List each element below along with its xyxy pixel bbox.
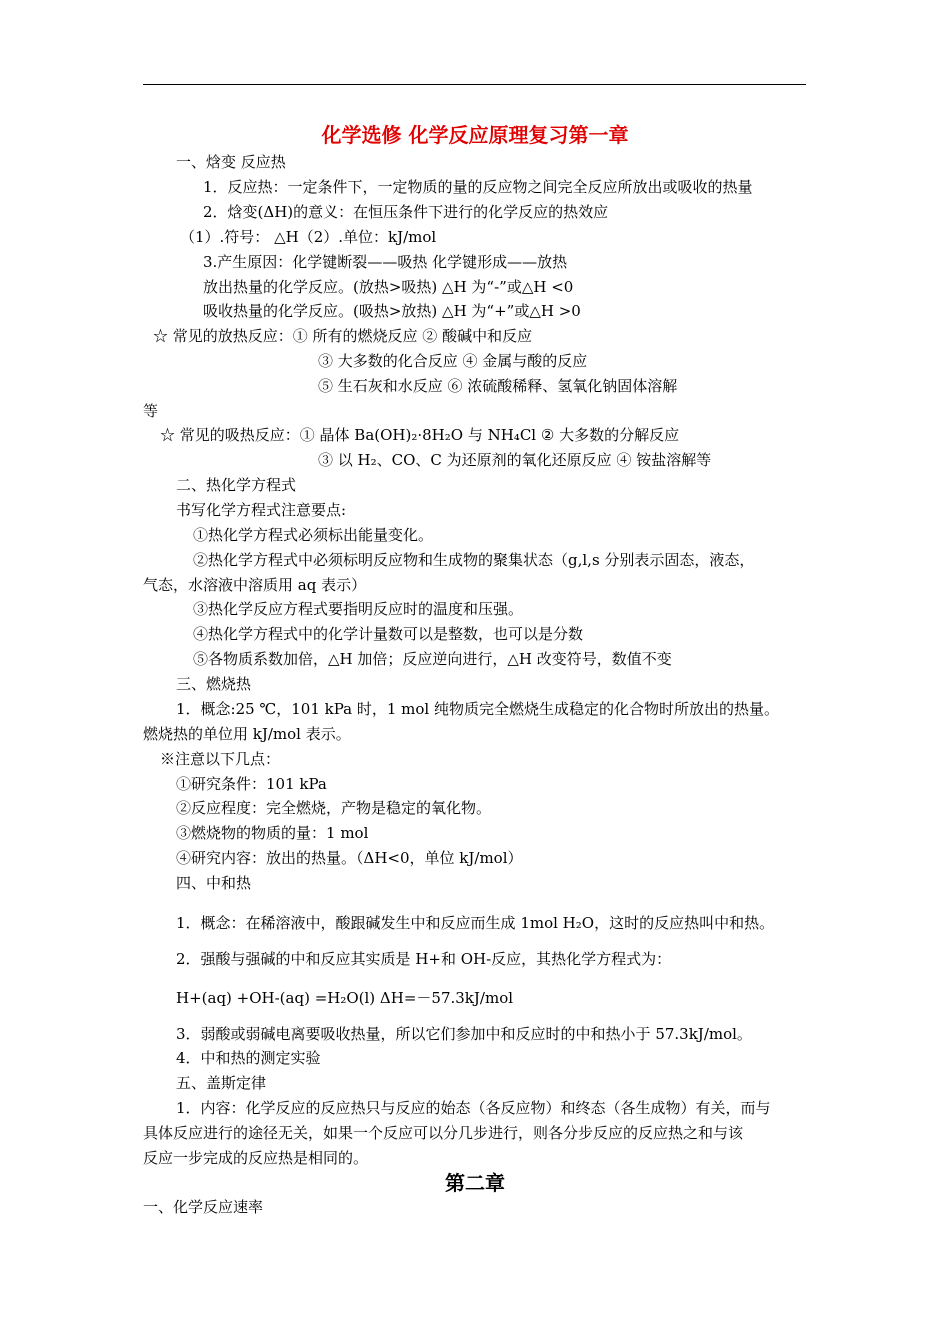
text-line: 3.产生原因：化学键断裂——吸热 化学键形成——放热 (203, 253, 568, 271)
section-heading-1: 一、焓变 反应热 (176, 153, 286, 171)
text-line: 2．强酸与强碱的中和反应其实质是 H+和 OH-反应，其热化学方程式为： (176, 950, 672, 968)
section-heading-4: 四、中和热 (176, 874, 252, 892)
text-line: 吸收热量的化学反应。(吸热>放热) △H 为“+”或△H >0 (203, 302, 581, 320)
text-line: ②热化学方程式中必须标明反应物和生成物的聚集状态（g,l,s 分别表示固态，液态， (193, 551, 755, 569)
text-line: 反应一步完成的反应热是相同的。 (143, 1149, 369, 1167)
text-line: 1．概念:25 ℃，101 kPa 时，1 mol 纯物质完全燃烧生成稳定的化合物时所放出的热量。 (176, 700, 779, 718)
text-line: ③ 以 H₂、CO、C 为还原剂的氧化还原反应 ④ 铵盐溶解等 (318, 451, 712, 469)
text-line: ⑤各物质系数加倍，△H 加倍；反应逆向进行，△H 改变符号，数值不变 (193, 650, 672, 668)
text-line: 放出热量的化学反应。(放热>吸热) △H 为“-”或△H <0 (203, 278, 574, 296)
text-line: ②反应程度：完全燃烧，产物是稳定的氧化物。 (176, 799, 492, 817)
text-line: 等 (143, 402, 159, 420)
chapter-2-title: 第二章 (445, 1171, 505, 1195)
text-line: 气态，水溶液中溶质用 aq 表示） (143, 576, 367, 594)
text-line: 书写化学方程式注意要点: (176, 501, 347, 519)
text-line: 2．焓变(ΔH)的意义：在恒压条件下进行的化学反应的热效应 (203, 203, 609, 221)
text-line: ③燃烧物的物质的量：1 mol (176, 824, 369, 842)
section-heading-2: 二、热化学方程式 (176, 476, 297, 494)
text-line: ⑤ 生石灰和水反应 ⑥ 浓硫酸稀释、氢氧化钠固体溶解 (318, 377, 678, 395)
equation-line: H+(aq) +OH-(aq) =H₂O(l) ΔH=－57.3kJ/mol (176, 989, 514, 1007)
document-title: 化学选修 化学反应原理复习第一章 (321, 123, 629, 147)
section-heading-3: 三、燃烧热 (176, 675, 252, 693)
text-line: 燃烧热的单位用 kJ/mol 表示。 (143, 725, 351, 743)
text-line: ④研究内容：放出的热量。（ΔH<0，单位 kJ/mol） (176, 849, 523, 867)
text-line: 3．弱酸或弱碱电离要吸收热量，所以它们参加中和反应时的中和热小于 57.3kJ/mol。 (176, 1025, 752, 1043)
header-rule (143, 84, 806, 85)
text-line: 1．概念：在稀溶液中，酸跟碱发生中和反应而生成 1mol H₂O，这时的反应热叫中和热。 (176, 914, 775, 932)
text-line: ☆ 常见的放热反应：① 所有的燃烧反应 ② 酸碱中和反应 (153, 327, 533, 345)
chapter-2-section-heading: 一、化学反应速率 (143, 1198, 264, 1216)
text-line: 1．反应热：一定条件下，一定物质的量的反应物之间完全反应所放出或吸收的热量 (203, 178, 753, 196)
text-line: 4．中和热的测定实验 (176, 1049, 321, 1067)
text-line: ③ 大多数的化合反应 ④ 金属与酸的反应 (318, 352, 588, 370)
text-line: ③热化学反应方程式要指明反应时的温度和压强。 (193, 600, 524, 618)
section-heading-5: 五、盖斯定律 (176, 1074, 267, 1092)
text-line: ④热化学方程式中的化学计量数可以是整数，也可以是分数 (193, 625, 584, 643)
text-line: ①热化学方程式必须标出能量变化。 (193, 526, 434, 544)
text-line: ☆ 常见的吸热反应：① 晶体 Ba(OH)₂·8H₂O 与 NH₄Cl ② 大多数的分解反应 (160, 426, 680, 444)
text-line: 具体反应进行的途径无关，如果一个反应可以分几步进行，则各分步反应的反应热之和与该 (143, 1124, 744, 1142)
text-line: ※注意以下几点： (160, 750, 281, 768)
text-line: 1．内容：化学反应的反应热只与反应的始态（各反应物）和终态（各生成物）有关，而与 (176, 1099, 771, 1117)
text-line: （1）.符号： △H（2）.单位：kJ/mol (180, 228, 437, 246)
text-line: ①研究条件：101 kPa (176, 775, 327, 793)
